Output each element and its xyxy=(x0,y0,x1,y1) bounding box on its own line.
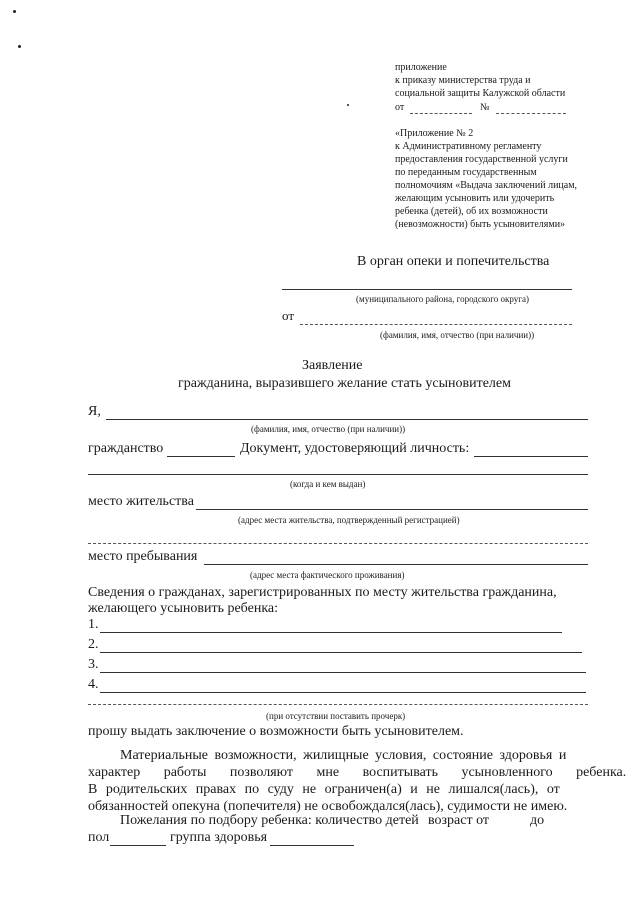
registered-item-blank[interactable] xyxy=(100,632,562,633)
statement-line: Материальные возможности, жилищные условия, состояние здоровья и xyxy=(120,748,567,763)
age-from-label: возраст от xyxy=(428,813,490,828)
stay-blank[interactable] xyxy=(204,564,588,565)
registered-item-blank[interactable] xyxy=(100,672,586,673)
ya-label: Я, xyxy=(88,404,101,419)
appendix2-line: полномочиям «Выдача заключений лицам, xyxy=(395,180,578,191)
from-label: от xyxy=(282,308,295,323)
addressee-title: В орган опеки и попечительства xyxy=(357,254,550,269)
appendix2-line: предоставления государственной услуги xyxy=(395,154,568,165)
document-title: Заявление xyxy=(302,358,363,373)
registered-item-number: 4. xyxy=(88,677,99,692)
scan-speck xyxy=(347,104,349,106)
document-subtitle: гражданина, выразившего желание стать усыновителем xyxy=(178,376,511,391)
stay-caption: (адрес места фактического проживания) xyxy=(250,570,405,580)
id-document-blank-2[interactable] xyxy=(88,474,588,475)
registered-item-blank[interactable] xyxy=(100,692,586,693)
registered-item-blank-extra[interactable] xyxy=(88,704,588,705)
request-line: прошу выдать заключение о возможности быть усыновителем. xyxy=(88,724,464,739)
appendix2-line: (невозможности) быть усыновителями» xyxy=(395,219,566,230)
appendix2-line: по переданным государственным xyxy=(395,167,537,178)
appendix-number-blank xyxy=(496,113,566,114)
appendix2-line: желающим усыновить или удочерить xyxy=(395,193,555,204)
citizenship-label: гражданство xyxy=(88,441,164,456)
health-group-blank[interactable] xyxy=(270,845,354,846)
scan-speck xyxy=(13,10,16,13)
id-document-caption: (когда и кем выдан) xyxy=(290,479,366,489)
appendix2-line: ребенка (детей), об их возможности xyxy=(395,206,548,217)
appendix-date-blank xyxy=(410,113,472,114)
registered-heading: Сведения о гражданах, зарегистрированных по месту жительства гражданина, xyxy=(88,585,557,600)
id-document-blank[interactable] xyxy=(474,456,588,457)
appendix-date-prefix: от xyxy=(395,102,405,113)
stay-label: место пребывания xyxy=(88,549,198,564)
scan-speck xyxy=(18,45,21,48)
id-document-label: Документ, удостоверяющий личность: xyxy=(240,441,470,456)
appendix-line: социальной защиты Калужской области xyxy=(395,88,566,99)
wishes-label: Пожелания по подбору ребенка: количество детей xyxy=(120,813,419,828)
from-blank[interactable] xyxy=(300,324,572,325)
addressee-caption: (муниципального района, городского округа) xyxy=(356,294,529,304)
residence-label: место жительства xyxy=(88,494,194,509)
appendix-number-sign: № xyxy=(480,102,490,113)
appendix2-line: «Приложение № 2 xyxy=(395,128,474,139)
residence-blank-2[interactable] xyxy=(88,543,588,544)
fio-caption: (фамилия, имя, отчество (при наличии)) xyxy=(251,424,406,434)
registered-item-number: 2. xyxy=(88,637,99,652)
citizenship-blank[interactable] xyxy=(167,456,235,457)
statement-line: В родительских правах по суду не ограничен(а) и не лишался(лась), от xyxy=(88,782,560,797)
appendix-line: к приказу министерства труда и xyxy=(395,75,531,86)
registered-item-number: 1. xyxy=(88,617,99,632)
registered-item-blank[interactable] xyxy=(100,652,582,653)
registered-item-number: 3. xyxy=(88,657,99,672)
residence-caption: (адрес места жительства, подтвержденный регистрацией) xyxy=(238,515,460,525)
from-caption: (фамилия, имя, отчество (при наличии)) xyxy=(380,330,535,340)
appendix-line: приложение xyxy=(395,62,447,73)
sex-blank[interactable] xyxy=(110,845,166,846)
age-to-label: до xyxy=(530,813,545,828)
statement-line: обязанностей опекуна (попечителя) не освобождался(лась), судимости не имею. xyxy=(88,799,568,814)
health-group-label: группа здоровья xyxy=(170,830,268,845)
addressee-blank[interactable] xyxy=(282,289,572,290)
fio-blank[interactable] xyxy=(106,419,588,420)
sex-label: пол xyxy=(88,830,110,845)
statement-line: характер работы позволяют мне воспитывать усыновленного ребенка. xyxy=(88,765,627,780)
absent-caption: (при отсутствии поставить прочерк) xyxy=(266,711,406,721)
residence-blank[interactable] xyxy=(196,509,588,510)
registered-heading-cont: желающего усыновить ребенка: xyxy=(88,601,279,616)
appendix2-line: к Административному регламенту xyxy=(395,141,542,152)
